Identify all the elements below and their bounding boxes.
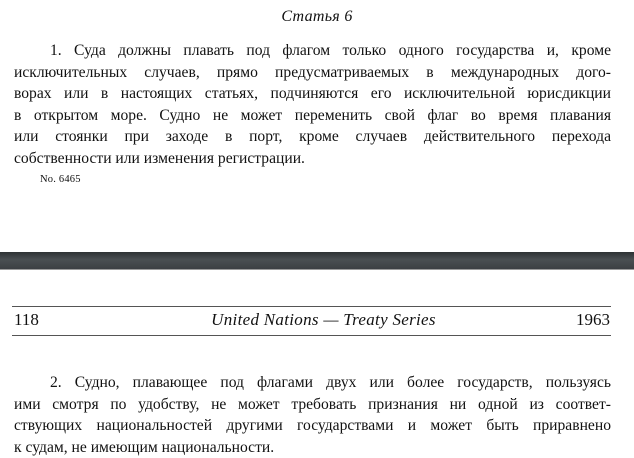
paragraph-line: в открытом море. Судно не может переменить свой флаг во время плавания (14, 105, 611, 127)
paragraph-1 (14, 40, 611, 169)
article-title: Статья 6 (0, 8, 634, 26)
paragraph-line: или стоянки при заходе в порт, кроме случаев действительного перехода (14, 126, 611, 148)
paragraph-line: к судам, не имеющим национальности. (14, 437, 611, 458)
running-header (12, 306, 611, 336)
page-separator-bar (0, 252, 634, 270)
header-year: 1963 (576, 310, 610, 330)
paragraph-2 (14, 372, 611, 458)
paragraph-line: исключительных случаев, прямо предусматриваемых в международных дого- (14, 62, 611, 84)
paragraph-line: собственности или изменения регистрации. (14, 148, 611, 170)
paragraph-line: ствующих национальностей другими государствами и может быть приравнено (14, 415, 611, 437)
page-number: 118 (14, 310, 39, 330)
paragraph-line: ворах или в настоящих статьях, подчиняются его исключительной юрисдикции (14, 83, 611, 105)
paragraph-line: 2. Судно, плавающее под флагами двух или более государств, пользуясь (14, 372, 611, 394)
paragraph-line: 1. Суда должны плавать под флагом только одного государства и, кроме (14, 40, 611, 62)
running-header-title: United Nations — Treaty Series (12, 310, 611, 330)
document-number: No. 6465 (40, 174, 81, 185)
paragraph-line: ими смотря по удобству, не может требовать признания ни одной из соответ- (14, 394, 611, 416)
